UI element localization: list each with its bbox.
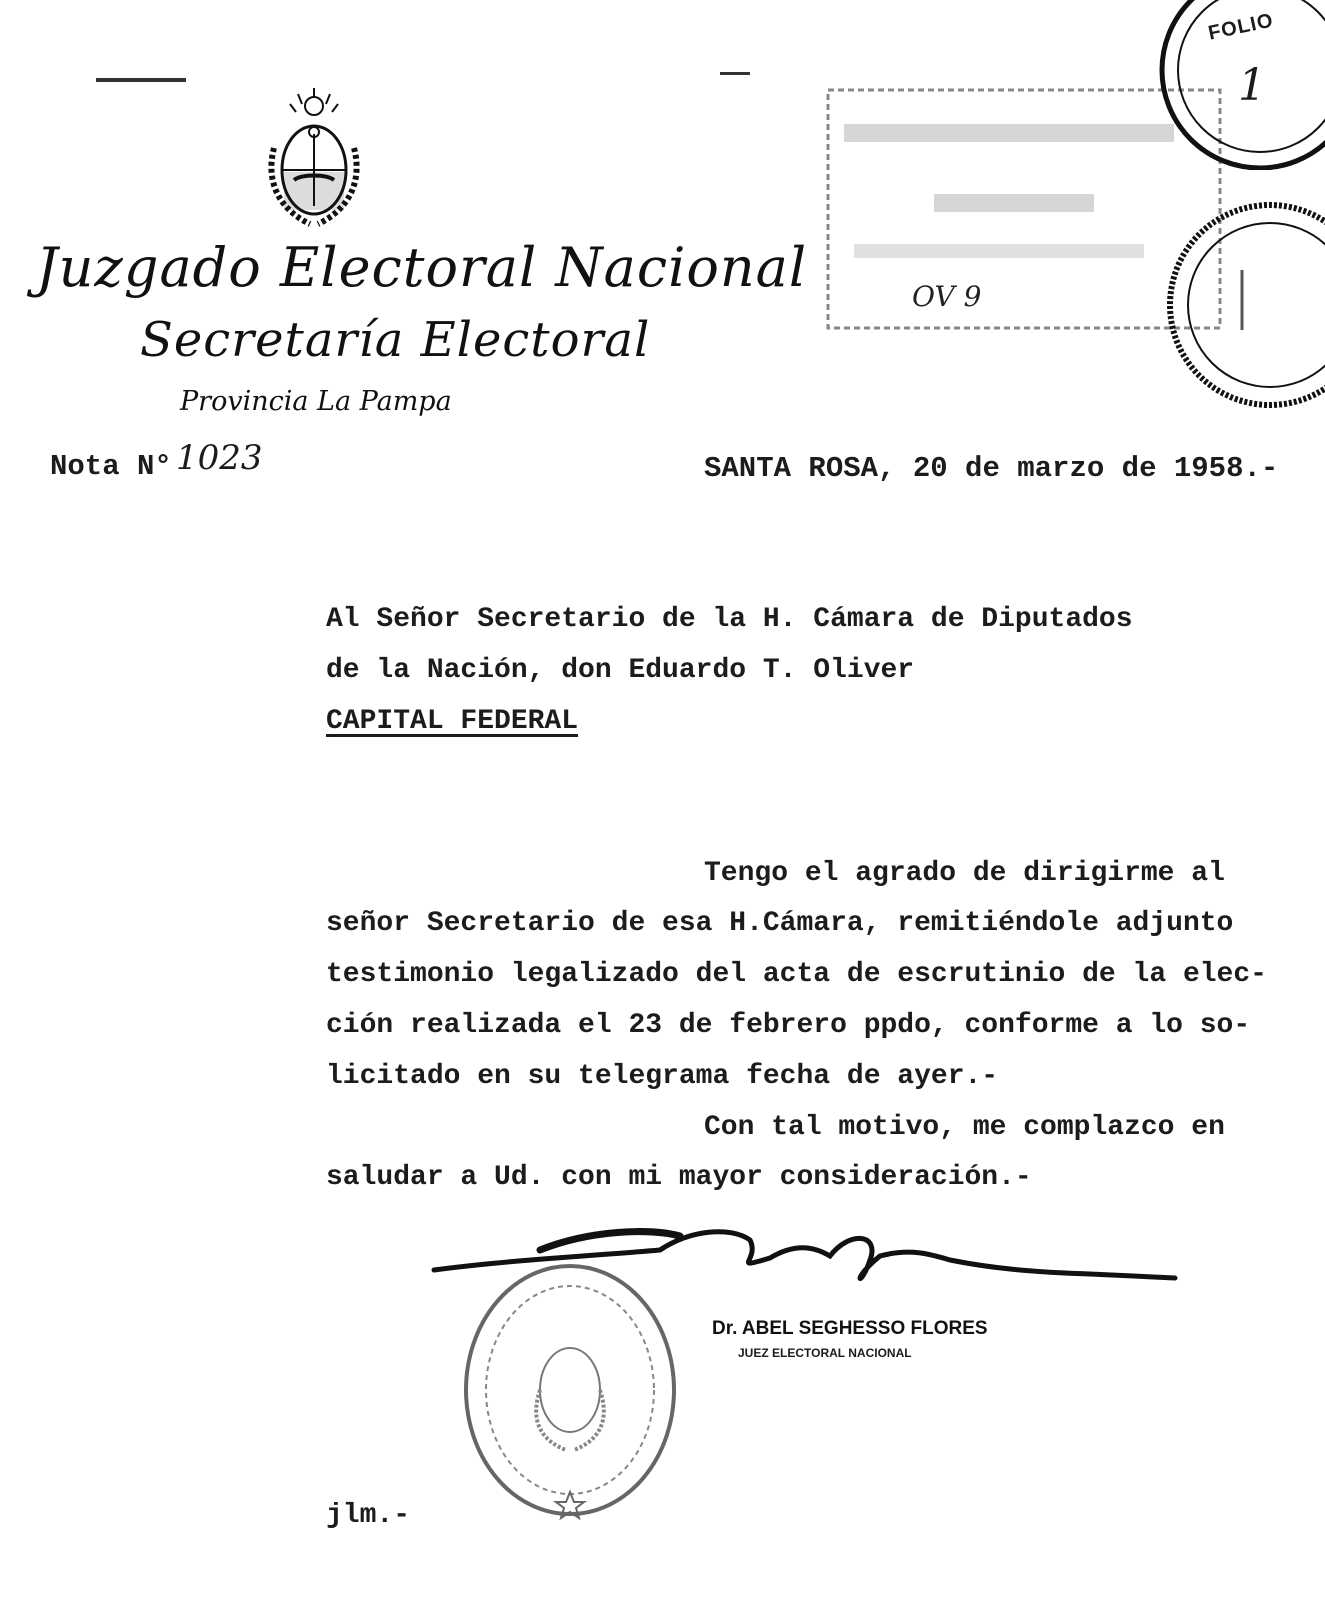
body-line: testimonio legalizado del acta de escrutinio de la elec- [326,959,1267,990]
place-and-date: SANTA ROSA, 20 de marzo de 1958.- [704,452,1279,485]
addressee-line: de la Nación, don Eduardo T. Oliver [326,655,915,686]
note-number-handwritten: 1023 [176,438,263,478]
note-number [50,438,263,483]
body-line: señor Secretario de esa H.Cámara, remitiéndole adjunto [326,908,1234,939]
ink-mark [720,72,750,75]
handwritten-signature [430,1220,1190,1300]
body-line: saludar a Ud. con mi mayor consideración.- [326,1162,1032,1193]
note-label: Nota N° [50,450,172,483]
letterhead-court-name: Juzgado Electoral Nacional [36,236,808,299]
body-line: licitado en su telegrama fecha de ayer.- [326,1061,999,1092]
letterhead-secretariat: Secretaría Electoral [140,312,651,368]
body-line: Tengo el agrado de dirigirme al [704,858,1225,889]
letterhead-province: Provincia La Pampa [180,386,452,417]
stamp-handwritten-annotation: OV 9 [912,280,982,313]
addressee-city: CAPITAL FEDERAL [326,706,579,737]
folio-number: 1 [1238,60,1266,111]
body-line: ción realizada el 23 de febrero ppdo, conforme a lo so- [326,1010,1251,1041]
signer-title: JUEZ ELECTORAL NACIONAL [738,1346,912,1360]
archive-stamp [1150,200,1325,415]
addressee-line: Al Señor Secretario de la H. Cámara de Diputados [326,604,1133,635]
folio-label: FOLIO [1206,9,1276,45]
body-line: Con tal motivo, me complazco en [704,1112,1225,1143]
signer-name: Dr. ABEL SEGHESSO FLORES [712,1318,988,1339]
national-coat-of-arms-icon [262,88,366,230]
typist-initials: jlm.- [326,1500,411,1531]
ink-mark [96,78,186,82]
